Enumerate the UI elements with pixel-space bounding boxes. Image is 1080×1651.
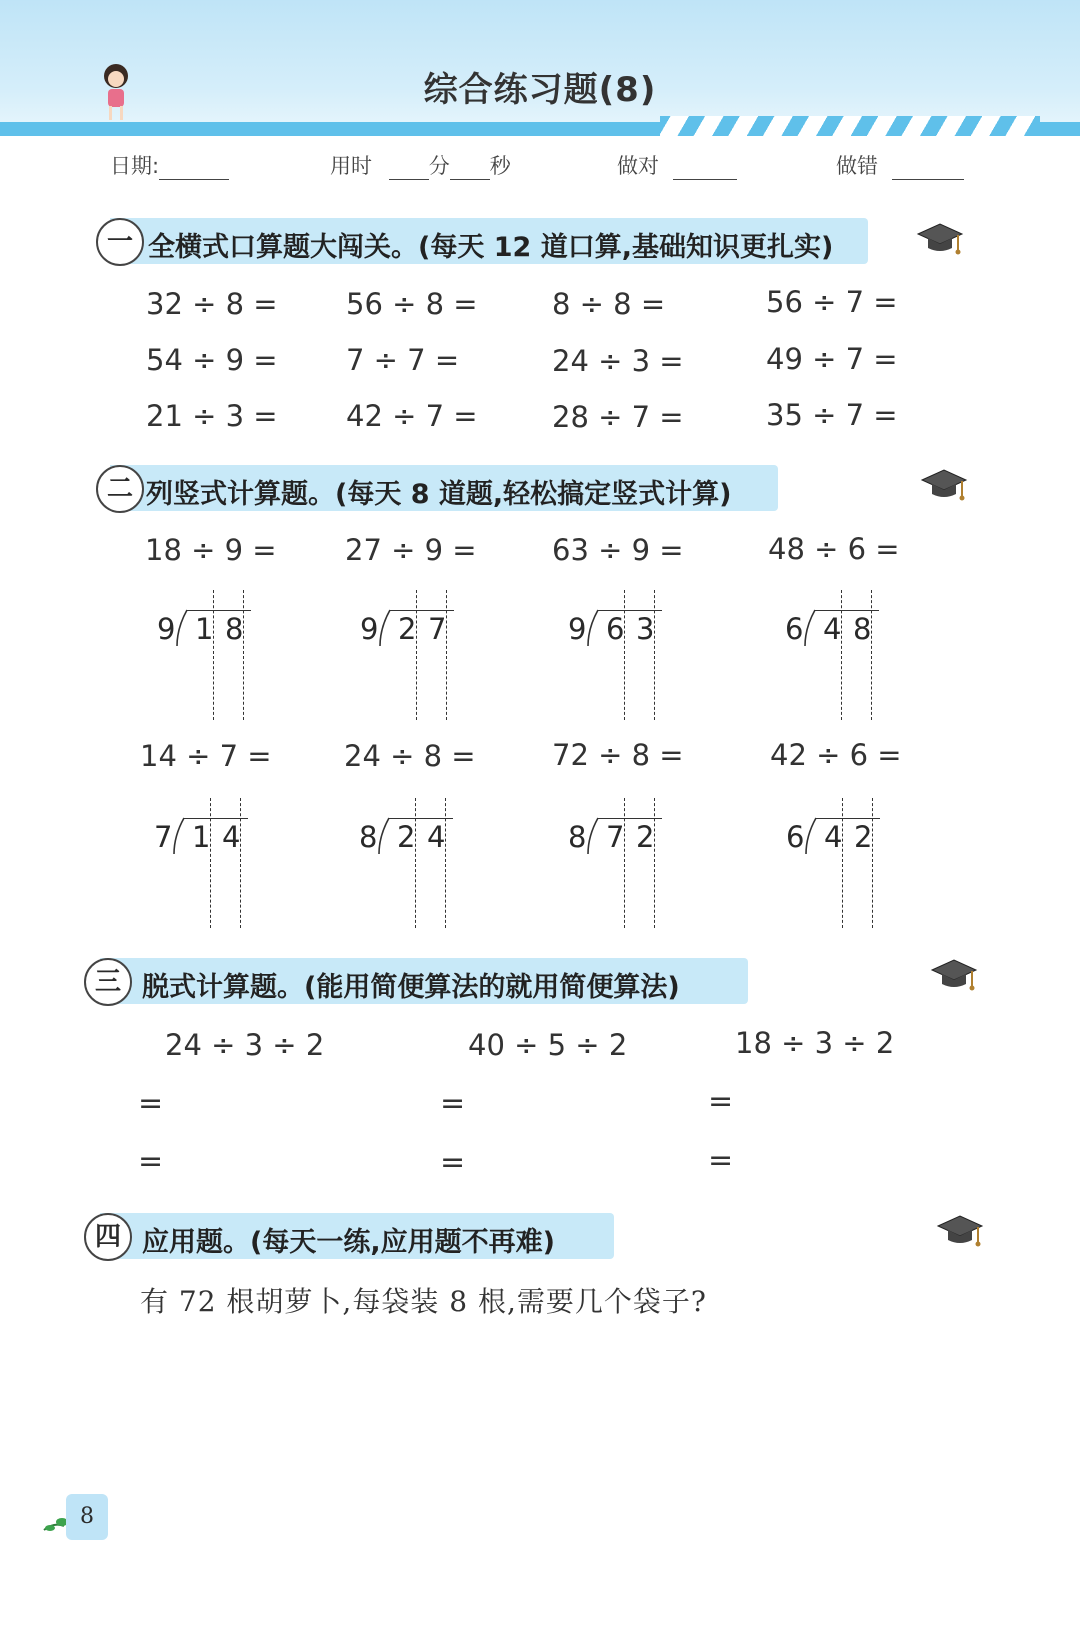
graduation-cap-icon: [920, 468, 968, 504]
divisor: 9: [568, 612, 587, 646]
stepwise-problem: 24 ÷ 3 ÷ 2: [165, 1028, 325, 1062]
vertical-problem: 14 ÷ 7 =: [140, 739, 272, 773]
section-3-number: 三: [84, 958, 132, 1006]
graduation-cap-icon: [930, 958, 978, 994]
divisor: 9: [360, 612, 379, 646]
divisor: 9: [157, 612, 176, 646]
long-division-frame[interactable]: [786, 798, 896, 938]
minutes-label: 分: [428, 154, 450, 178]
dividend-digit: 1: [195, 612, 214, 646]
divisor: 7: [154, 820, 173, 854]
vertical-problem: 72 ÷ 8 =: [552, 738, 684, 772]
word-problem: 有 72 根胡萝卜,每袋装 8 根,需要几个袋子?: [140, 1285, 707, 1318]
stepwise-problem: 40 ÷ 5 ÷ 2: [468, 1028, 628, 1062]
dividend-digit: 2: [854, 820, 873, 854]
seconds-label: 秒: [489, 154, 511, 178]
correct-blank[interactable]: [673, 159, 737, 180]
section-4-number: 四: [84, 1213, 132, 1261]
vertical-problem: 24 ÷ 8 =: [344, 739, 476, 773]
vertical-problem: 42 ÷ 6 =: [770, 738, 902, 772]
oral-problem: 21 ÷ 3 =: [146, 399, 278, 433]
oral-problem: 32 ÷ 8 =: [146, 287, 278, 321]
stepwise-problem: 18 ÷ 3 ÷ 2: [735, 1026, 895, 1060]
date-field: [110, 150, 229, 180]
oral-problem: 24 ÷ 3 =: [552, 344, 684, 378]
correct-field: [617, 150, 737, 180]
equals-step[interactable]: =: [708, 1143, 734, 1178]
oral-problem: 49 ÷ 7 =: [766, 342, 898, 376]
graduation-cap-icon: [916, 222, 964, 258]
time-label: 用时: [330, 154, 372, 178]
seconds-blank[interactable]: [450, 159, 490, 180]
long-division-frame[interactable]: [568, 590, 678, 730]
divisor: 8: [568, 820, 587, 854]
long-division-frame[interactable]: [568, 798, 678, 938]
divisor: 6: [785, 612, 804, 646]
dividend-digit: 2: [398, 612, 417, 646]
oral-problem: 35 ÷ 7 =: [766, 398, 898, 432]
dividend-digit: 4: [222, 820, 241, 854]
dividend-digit: 7: [606, 820, 625, 854]
divisor: 8: [359, 820, 378, 854]
oral-problem: 7 ÷ 7 =: [346, 343, 460, 377]
date-label: 日期:: [110, 154, 160, 178]
long-division-frame[interactable]: [360, 590, 470, 730]
section-2-number: 二: [96, 465, 144, 513]
section-3-title: 脱式计算题。(能用简便算法的就用简便算法): [142, 972, 680, 1003]
long-division-frame[interactable]: [154, 798, 264, 938]
header-stripe-pattern: [660, 116, 1040, 136]
dividend-digit: 6: [606, 612, 625, 646]
graduation-cap-icon: [936, 1214, 984, 1250]
wrong-field: [836, 150, 964, 180]
equals-step[interactable]: =: [440, 1145, 466, 1180]
page-title: 综合练习题(8): [423, 70, 657, 110]
oral-problem: 56 ÷ 8 =: [346, 287, 478, 321]
wrong-label: 做错: [836, 154, 878, 178]
oral-problem: 8 ÷ 8 =: [552, 287, 666, 321]
time-field: [330, 150, 511, 180]
equals-step[interactable]: =: [138, 1086, 164, 1121]
vertical-problem: 63 ÷ 9 =: [552, 533, 684, 567]
equals-step[interactable]: =: [138, 1144, 164, 1179]
dividend-digit: 4: [427, 820, 446, 854]
oral-problem: 56 ÷ 7 =: [766, 285, 898, 319]
dividend-digit: 7: [428, 612, 447, 646]
dividend-digit: 3: [636, 612, 655, 646]
minutes-blank[interactable]: [389, 159, 429, 180]
long-division-frame[interactable]: [359, 798, 469, 938]
dividend-digit: 2: [397, 820, 416, 854]
section-1-title: 全横式口算题大闯关。(每天 12 道口算,基础知识更扎实): [148, 232, 834, 263]
section-1-number: 一: [96, 218, 144, 266]
vertical-problem: 48 ÷ 6 =: [768, 532, 900, 566]
divisor: 6: [786, 820, 805, 854]
date-blank[interactable]: [159, 159, 229, 180]
dividend-digit: 1: [192, 820, 211, 854]
dividend-digit: 2: [636, 820, 655, 854]
wrong-blank[interactable]: [892, 159, 964, 180]
long-division-frame[interactable]: [157, 590, 267, 730]
dividend-digit: 4: [824, 820, 843, 854]
oral-problem: 42 ÷ 7 =: [346, 399, 478, 433]
page-number: 8: [66, 1494, 108, 1540]
correct-label: 做对: [617, 154, 659, 178]
section-2-title: 列竖式计算题。(每天 8 道题,轻松搞定竖式计算): [146, 479, 732, 510]
vertical-problem: 18 ÷ 9 =: [145, 533, 277, 567]
dividend-digit: 4: [823, 612, 842, 646]
dividend-digit: 8: [225, 612, 244, 646]
oral-problem: 54 ÷ 9 =: [146, 343, 278, 377]
dividend-digit: 8: [853, 612, 872, 646]
equals-step[interactable]: =: [708, 1084, 734, 1119]
vertical-problem: 27 ÷ 9 =: [345, 533, 477, 567]
long-division-frame[interactable]: [785, 590, 895, 730]
section-4-title: 应用题。(每天一练,应用题不再难): [142, 1227, 555, 1258]
oral-problem: 28 ÷ 7 =: [552, 400, 684, 434]
equals-step[interactable]: =: [440, 1086, 466, 1121]
